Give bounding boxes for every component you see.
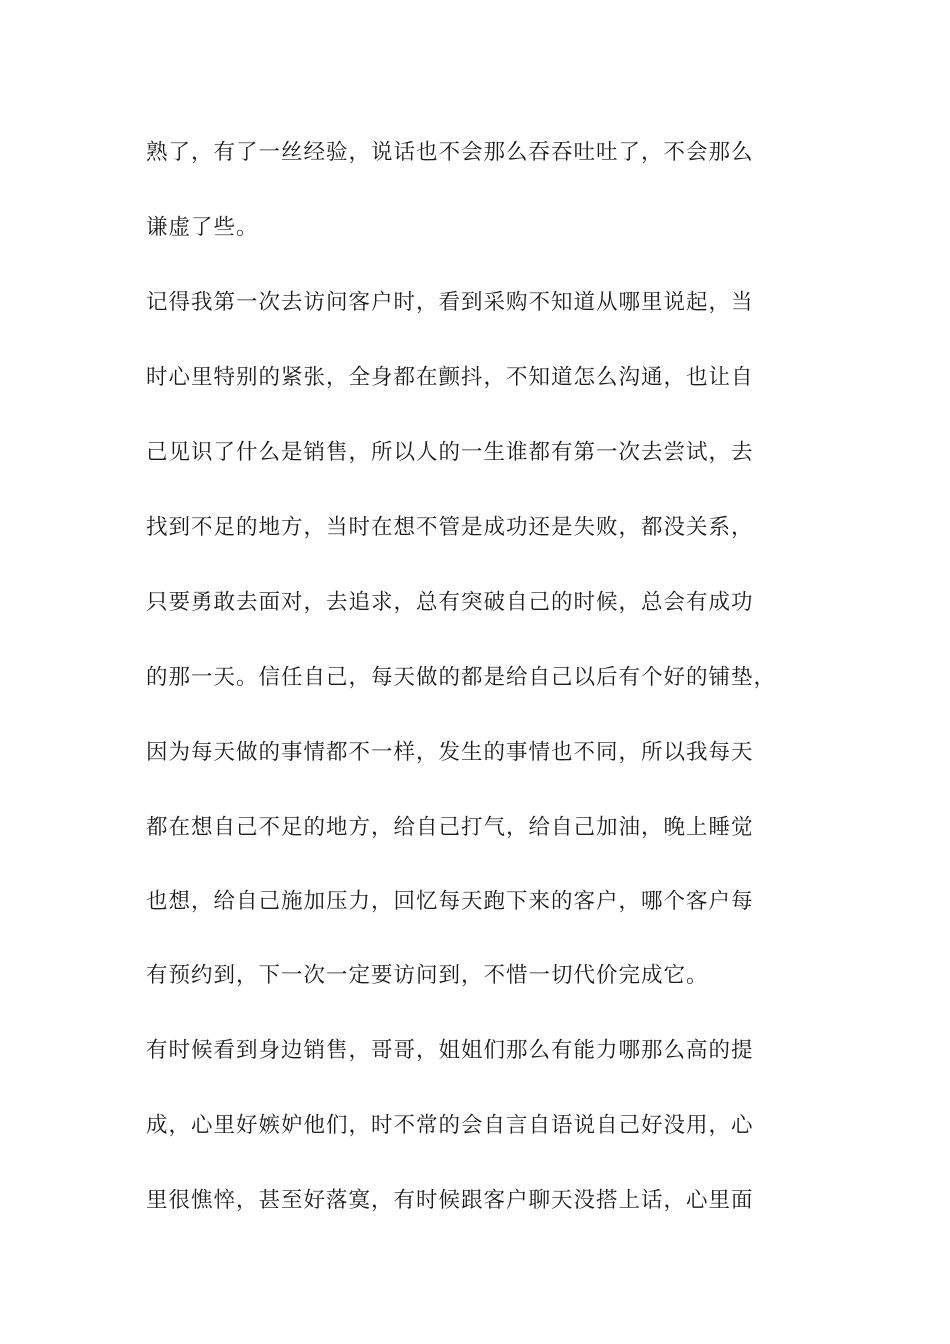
text-line-14: 成，心里好嫉妒他们，时不常的会自言自语说自己好没用，心 [146,1113,754,1138]
text-line-15: 里很憔悴，甚至好落寞，有时候跟客户聊天没搭上话，心里面 [146,1188,754,1213]
text-line-3: 记得我第一次去访问客户时，看到采购不知道从哪里说起，当 [146,290,754,315]
text-line-13: 有时候看到身边销售，哥哥，姐姐们那么有能力哪那么高的提 [146,1038,754,1063]
text-line-10: 都在想自己不足的地方，给自己打气，给自己加油，晚上睡觉 [146,815,754,840]
text-line-9: 因为每天做的事情都不一样，发生的事情也不同，所以我每天 [146,740,754,765]
text-line-12: 有预约到，下一次一定要访问到，不惜一切代价完成它。 [146,963,709,988]
text-line-2: 谦虚了些。 [146,215,259,240]
text-line-8: 的那一天。信任自己，每天做的都是给自己以后有个好的铺垫， [146,665,777,690]
text-line-5: 己见识了什么是销售，所以人的一生谁都有第一次去尝试，去 [146,440,754,465]
text-line-6: 找到不足的地方，当时在想不管是成功还是失败，都没关系， [146,515,754,540]
text-line-11: 也想，给自己施加压力，回忆每天跑下来的客户，哪个客户每 [146,889,754,914]
text-line-7: 只要勇敢去面对，去追求，总有突破自己的时候，总会有成功 [146,590,754,615]
text-line-4: 时心里特别的紧张，全身都在颤抖，不知道怎么沟通，也让自 [146,365,754,390]
text-line-1: 熟了，有了一丝经验，说话也不会那么吞吞吐吐了，不会那么 [146,140,754,165]
